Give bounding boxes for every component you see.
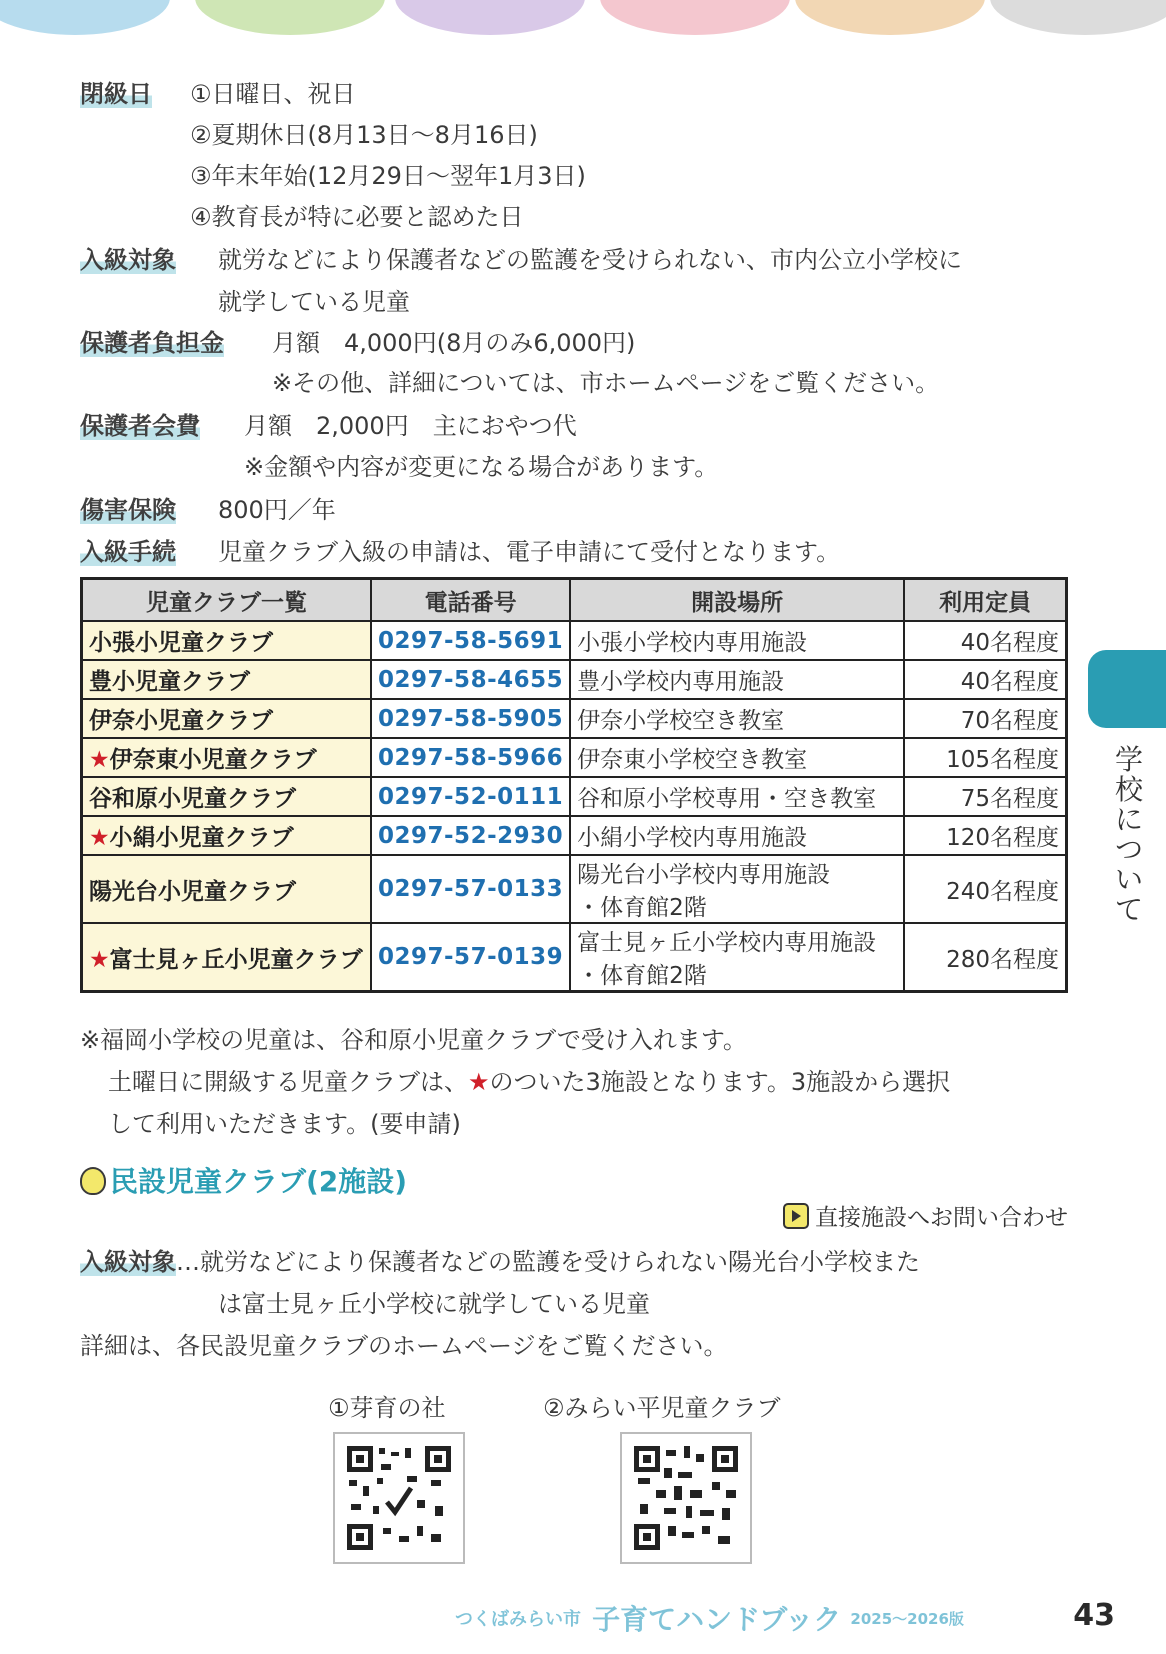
club-place: 小張小学校内専用施設 (570, 621, 904, 660)
club-name: 陽光台小児童クラブ (82, 855, 372, 923)
club-capacity: 40名程度 (904, 660, 1066, 699)
table-row (82, 816, 1067, 855)
table-header-row (82, 579, 1067, 622)
private-eligibility-text-2: は富士見ヶ丘小学校に就学している児童 (218, 1290, 650, 1318)
club-phone[interactable]: 0297-52-2930 (371, 816, 570, 855)
closed-days-row (80, 74, 152, 114)
club-place: 伊奈東小学校空き教室 (570, 738, 904, 777)
star-icon: ★ (89, 825, 110, 851)
club-phone[interactable]: 0297-52-0111 (371, 777, 570, 816)
club-capacity: 75名程度 (904, 777, 1066, 816)
qr-code-1[interactable] (333, 1432, 465, 1564)
top-decoration (195, 0, 385, 35)
closed-days-label: 閉級日 (80, 80, 152, 108)
fee-row (80, 323, 224, 363)
fee-value: 月額 4,000円(8月のみ6,000円) (272, 329, 636, 357)
club-phone[interactable]: 0297-57-0133 (371, 855, 570, 923)
page-number: 43 (1073, 1598, 1115, 1633)
club-phone[interactable]: 0297-58-4655 (371, 660, 570, 699)
table-row (82, 660, 1067, 699)
note-saturday: 土曜日に開級する児童クラブは、★のついた3施設となります。3施設から選択 (108, 1068, 951, 1096)
closed-day-1: ①日曜日、祝日 (190, 80, 356, 108)
club-place: 谷和原小学校専用・空き教室 (570, 777, 904, 816)
club-name: 豊小児童クラブ (82, 660, 372, 699)
footer (455, 1598, 1135, 1638)
club-capacity: 280名程度 (904, 923, 1066, 992)
qr-label-1: ①芽育の社 (328, 1394, 446, 1422)
section-tab[interactable] (1088, 650, 1166, 728)
club-phone[interactable]: 0297-58-5691 (371, 621, 570, 660)
procedure-value: 児童クラブ入級の申請は、電子申請にて受付となります。 (218, 538, 841, 566)
club-name: ★伊奈東小児童クラブ (82, 738, 372, 777)
club-name: ★富士見ヶ丘小児童クラブ (82, 923, 372, 992)
insurance-value: 800円／年 (218, 496, 336, 524)
footer-year: 2025〜2026版 (850, 1609, 964, 1628)
club-capacity: 240名程度 (904, 855, 1066, 923)
header-capacity: 利用定員 (904, 579, 1066, 622)
private-eligibility-row (80, 1242, 920, 1282)
fee-note: ※その他、詳細については、市ホームページをご覧ください。 (272, 369, 940, 397)
star-icon: ★ (89, 747, 110, 773)
membership-note: ※金額や内容が変更になる場合があります。 (244, 453, 719, 481)
qr-icon (347, 1446, 451, 1550)
procedure-label: 入級手続 (80, 538, 176, 566)
header-place: 開設場所 (570, 579, 904, 622)
membership-value: 月額 2,000円 主におやつ代 (244, 412, 577, 440)
club-name: ★小絹小児童クラブ (82, 816, 372, 855)
procedure-row (80, 532, 176, 572)
table-row (82, 621, 1067, 660)
contact-note: 直接施設へお問い合わせ (783, 1200, 1068, 1236)
header-phone: 電話番号 (371, 579, 570, 622)
note-apply: して利用いただきます。(要申請) (108, 1110, 461, 1138)
note-fukuoka: ※福岡小学校の児童は、谷和原小児童クラブで受け入れます。 (80, 1026, 747, 1054)
top-decoration (0, 0, 170, 35)
top-decoration (990, 0, 1166, 35)
insurance-row (80, 490, 176, 530)
private-eligibility-text-1: …就労などにより保護者などの監護を受けられない陽光台小学校また (176, 1248, 920, 1276)
membership-row (80, 406, 200, 446)
table-row (82, 777, 1067, 816)
private-eligibility-label: 入級対象 (80, 1248, 176, 1276)
section-heading (80, 1162, 407, 1202)
closed-day-2: ②夏期休日(8月13日〜8月16日) (190, 121, 538, 149)
club-table (80, 577, 1068, 993)
eligibility-label: 入級対象 (80, 246, 176, 274)
table-row (82, 738, 1067, 777)
qr-icon (634, 1446, 738, 1550)
club-place: 陽光台小学校内専用施設 ・体育館2階 (570, 855, 904, 923)
club-phone[interactable]: 0297-58-5966 (371, 738, 570, 777)
club-place: 伊奈小学校空き教室 (570, 699, 904, 738)
top-decoration (395, 0, 585, 35)
fee-label: 保護者負担金 (80, 329, 224, 357)
membership-label: 保護者会費 (80, 412, 200, 440)
section-title: 民設児童クラブ(2施設) (110, 1165, 408, 1198)
table-row (82, 923, 1067, 992)
insurance-label: 傷害保険 (80, 496, 176, 524)
club-name: 小張小児童クラブ (82, 621, 372, 660)
private-detail: 詳細は、各民設児童クラブのホームページをご覧ください。 (80, 1332, 728, 1360)
play-icon (783, 1203, 809, 1229)
footer-brand: つくばみらい市 (455, 1609, 581, 1630)
qr-label-2: ②みらい平児童クラブ (543, 1394, 781, 1422)
star-icon: ★ (89, 946, 110, 973)
table-row (82, 855, 1067, 923)
club-name: 谷和原小児童クラブ (82, 777, 372, 816)
side-section-label: 学校について (1114, 743, 1143, 926)
footer-title: 子育てハンドブック (592, 1603, 842, 1636)
club-name: 伊奈小児童クラブ (82, 699, 372, 738)
eligibility-text-2: 就学している児童 (218, 288, 410, 316)
closed-day-4: ④教育長が特に必要と認めた日 (190, 203, 524, 231)
header-club: 児童クラブ一覧 (82, 579, 372, 622)
eligibility-row (80, 240, 176, 280)
lightbulb-icon (80, 1167, 106, 1195)
star-icon: ★ (468, 1068, 490, 1096)
club-capacity: 40名程度 (904, 621, 1066, 660)
top-decoration (600, 0, 790, 35)
club-phone[interactable]: 0297-58-5905 (371, 699, 570, 738)
qr-code-2[interactable] (620, 1432, 752, 1564)
top-decoration (795, 0, 985, 35)
eligibility-text-1: 就労などにより保護者などの監護を受けられない、市内公立小学校に (218, 246, 962, 274)
club-capacity: 105名程度 (904, 738, 1066, 777)
club-place: 小絹小学校内専用施設 (570, 816, 904, 855)
club-place: 豊小学校内専用施設 (570, 660, 904, 699)
club-capacity: 70名程度 (904, 699, 1066, 738)
club-capacity: 120名程度 (904, 816, 1066, 855)
club-place: 富士見ヶ丘小学校内専用施設 ・体育館2階 (570, 923, 904, 992)
club-phone[interactable]: 0297-57-0139 (371, 923, 570, 992)
closed-day-3: ③年末年始(12月29日〜翌年1月3日) (190, 162, 586, 190)
table-row (82, 699, 1067, 738)
